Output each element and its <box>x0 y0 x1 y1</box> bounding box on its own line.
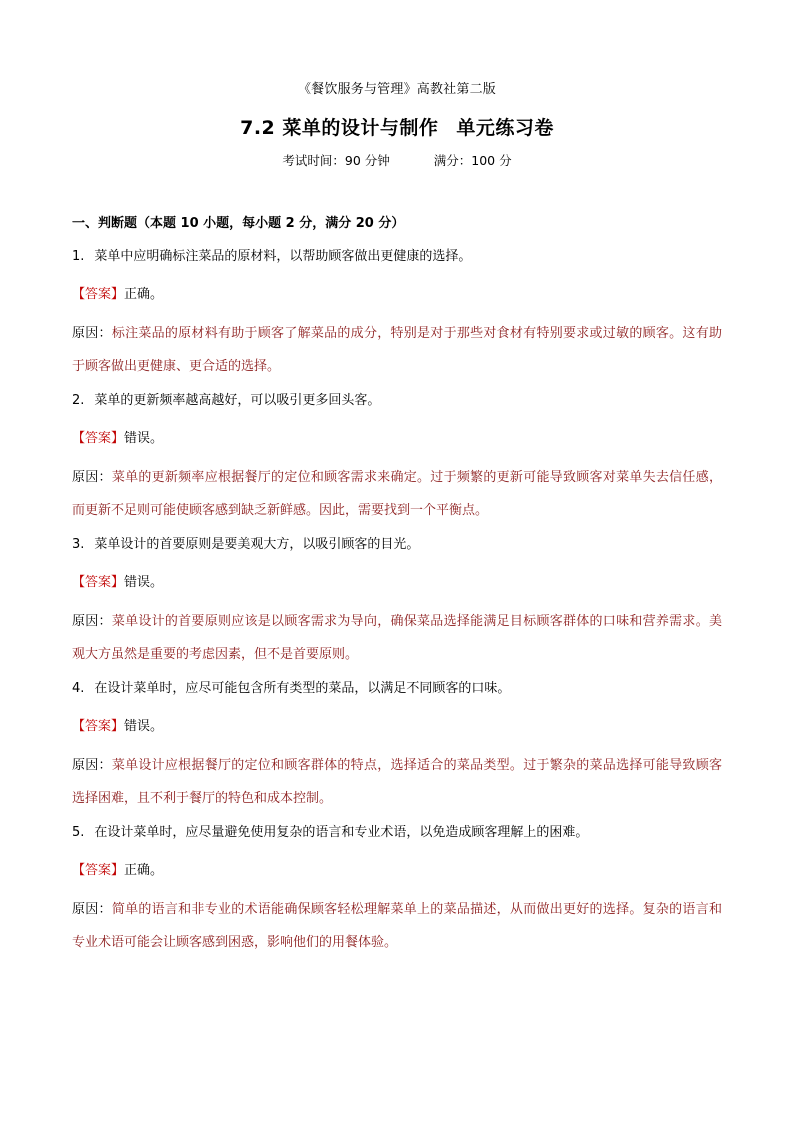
title-sub: 单元练习卷 <box>456 117 554 139</box>
answer-value: 正确。 <box>124 863 164 878</box>
answer-3 <box>72 573 722 593</box>
question-number: 1. <box>72 249 85 264</box>
exam-info <box>72 151 722 171</box>
answer-1 <box>72 285 722 305</box>
reason-1 <box>72 317 722 383</box>
question-number: 3. <box>72 537 85 552</box>
full-score: 满分：100 分 <box>433 153 512 168</box>
question-number: 2. <box>72 393 85 408</box>
answer-value: 错误。 <box>124 575 164 590</box>
question-list <box>72 247 722 959</box>
reason-text: 菜单的更新频率应根据餐厅的定位和顾客需求来确定。过于频繁的更新可能导致顾客对菜单失去信任感，而更新不足则可能使顾客感到缺乏新鲜感。因此，需要找到一个平衡点。 <box>72 470 722 518</box>
reason-3 <box>72 605 722 671</box>
question-text: 菜单的更新频率越高越好，可以吸引更多回头客。 <box>94 393 381 408</box>
question-1 <box>72 247 722 267</box>
reason-label: 原因： <box>72 614 112 629</box>
reason-label: 原因： <box>72 326 112 341</box>
reason-text: 简单的语言和非专业的术语能确保顾客轻松理解菜单上的菜品描述，从而做出更好的选择。复杂的语言和专业术语可能会让顾客感到困惑，影响他们的用餐体验。 <box>72 902 722 950</box>
question-text: 在设计菜单时，应尽量避免使用复杂的语言和专业术语，以免造成顾客理解上的困难。 <box>94 825 589 840</box>
reason-4 <box>72 749 722 815</box>
question-3 <box>72 535 722 555</box>
question-text: 菜单中应明确标注菜品的原材料，以帮助顾客做出更健康的选择。 <box>94 249 472 264</box>
answer-2 <box>72 429 722 449</box>
answer-tag: 【答案】 <box>72 431 125 446</box>
question-number: 4. <box>72 681 85 696</box>
question-5 <box>72 823 722 843</box>
reason-text: 菜单设计应根据餐厅的定位和顾客群体的特点，选择适合的菜品类型。过于繁杂的菜品选择可能导致顾客选择困难，且不利于餐厅的特色和成本控制。 <box>72 758 722 806</box>
reason-label: 原因： <box>72 902 112 917</box>
page-title <box>72 114 722 142</box>
reason-5 <box>72 893 722 959</box>
reason-text: 菜单设计的首要原则应该是以顾客需求为导向，确保菜品选择能满足目标顾客群体的口味和营养需求。美观大方虽然是重要的考虑因素，但不是首要原则。 <box>72 614 722 662</box>
question-2 <box>72 391 722 411</box>
reason-text: 标注菜品的原材料有助于顾客了解菜品的成分，特别是对于那些对食材有特别要求或过敏的顾客。这有助于顾客做出更健康、更合适的选择。 <box>72 326 722 374</box>
question-text: 在设计菜单时，应尽可能包含所有类型的菜品，以满足不同顾客的口味。 <box>94 681 511 696</box>
answer-tag: 【答案】 <box>72 863 125 878</box>
answer-value: 错误。 <box>124 431 164 446</box>
answer-tag: 【答案】 <box>72 719 125 734</box>
section-title: 一、判断题（本题 10 小题，每小题 2 分，满分 20 分） <box>72 216 405 231</box>
answer-tag: 【答案】 <box>72 575 125 590</box>
answer-tag: 【答案】 <box>72 287 125 302</box>
reason-2 <box>72 461 722 527</box>
answer-5 <box>72 861 722 881</box>
question-text: 菜单设计的首要原则是要美观大方，以吸引顾客的目光。 <box>94 537 420 552</box>
answer-value: 错误。 <box>124 719 164 734</box>
title-main: 7.2 菜单的设计与制作 <box>240 117 439 139</box>
exam-time: 考试时间：90 分钟 <box>282 153 390 168</box>
question-4 <box>72 679 722 699</box>
reason-label: 原因： <box>72 758 112 773</box>
document-header <box>72 0 722 171</box>
answer-4 <box>72 717 722 737</box>
answer-value: 正确。 <box>124 287 164 302</box>
question-number: 5. <box>72 825 85 840</box>
reason-label: 原因： <box>72 470 112 485</box>
textbook-subtitle: 《餐饮服务与管理》高教社第二版 <box>297 82 496 97</box>
